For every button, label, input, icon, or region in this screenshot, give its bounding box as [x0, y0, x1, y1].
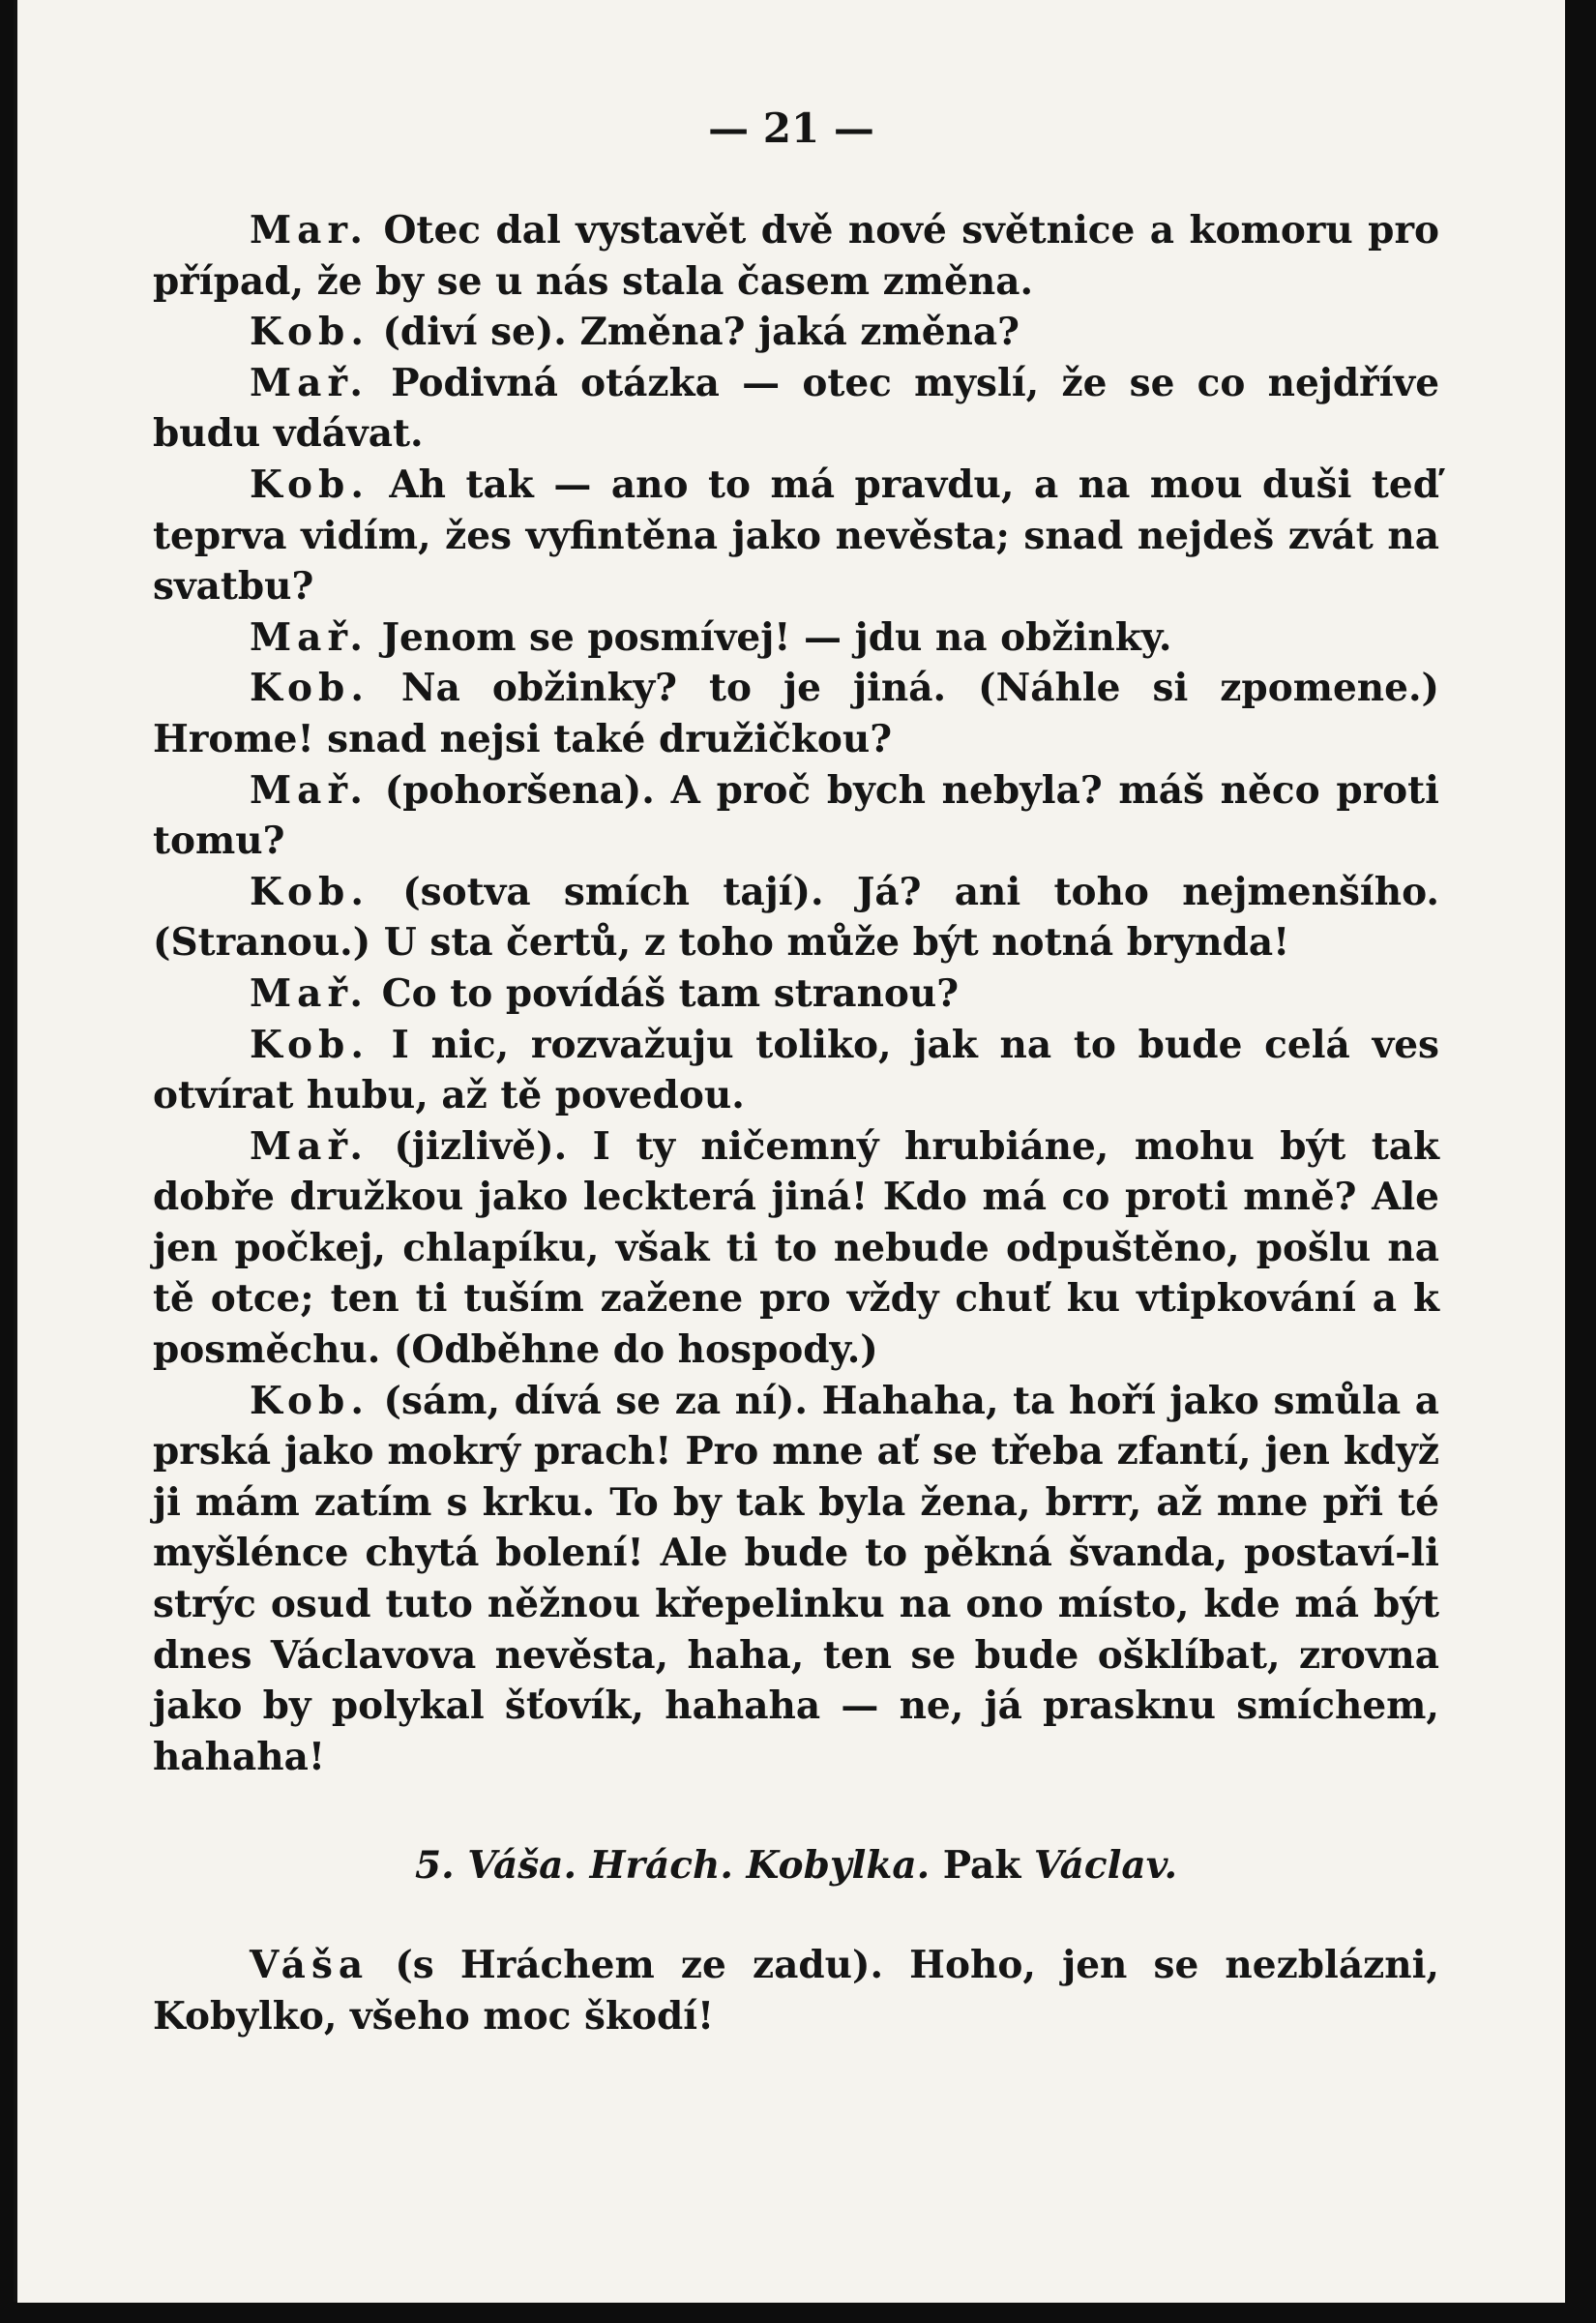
dialogue-line: [153, 205, 1439, 307]
dialogue-text: Na obžinky? to je jiná. (Náhle si zpomene.) Hrome! snad nejsi také družičkou?: [153, 666, 1439, 761]
dialogue-text: Ah tak — ano to má pravdu, a na mou duši teď teprva vidím, žes vyfintěna jako nevěsta; snad nejdeš zvát na svatbu?: [153, 462, 1439, 610]
dialogue-text: I nic, rozvažuju toliko, jak na to bude celá ves otvírat hubu, až tě povedou.: [153, 1022, 1439, 1118]
speaker-name: Kob.: [250, 462, 369, 507]
page-body: [153, 205, 1439, 2041]
left-scan-border: [0, 0, 14, 2323]
dialogue-text: (diví se). Změna? jaká změna?: [382, 310, 1020, 355]
speaker-name: Mar.: [250, 208, 369, 253]
dialogue-line: [153, 1376, 1439, 1783]
speaker-name: Kob.: [250, 310, 369, 355]
right-scan-border: [1565, 0, 1596, 2323]
scene-heading: [153, 1840, 1439, 1891]
dialogue-text: (jizlivě). I ty ničemný hrubiáne, mohu být tak dobře družkou jako leckterá jiná! Kdo má co proti mně? Ale jen počkej, chlapíku, však ti to nebude odpuštěno, pošlu na tě otce; ten ti tuším zažene pro vždy chuť ku vtipkování a k posměchu. (Odběhne do hospody.): [153, 1123, 1440, 1373]
dialogue-line: [153, 1020, 1439, 1121]
dialogue-text: (sám, dívá se za ní). Hahaha, ta hoří jako smůla a prská jako mokrý prach! Pro mne ať se třeba zfantí, jen když ji mám zatím s krku. To by tak byla žena, brrr, až mne při té myšlénce chytá bolení! Ale bude to pěkná švanda, postaví-li strýc osud tuto něžnou křepelinku na ono místo, kde má být dnes Václavova nevěsta, haha, ten se bude ošklíbat, zrovna jako by polykal šťovík, hahaha — ne, já prasknu smíchem, hahaha!: [153, 1378, 1439, 1779]
dialogue-text: Otec dal vystavět dvě nové světnice a komoru pro případ, že by se u nás stala časem změna.: [153, 208, 1440, 304]
speaker-name: Kob.: [250, 666, 369, 711]
scene-number: 5.: [414, 1843, 455, 1889]
book-page: [17, 0, 1565, 2303]
dialogue-text: Jenom se posmívej! — jdu na obžinky.: [381, 614, 1172, 660]
dialogue-line: [153, 867, 1439, 968]
dialogue-line: [153, 358, 1439, 460]
dialogue-line: [153, 307, 1439, 358]
page-number: — 21 —: [708, 104, 874, 152]
speaker-name: Mař.: [250, 360, 369, 405]
dialogue-line: [153, 765, 1439, 867]
dialogue-text: (sotva smích tají). Já? ani toho nejmenšího. (Stranou.) U sta čertů, z toho může být notná brynda!: [153, 869, 1439, 966]
bottom-scan-border: [0, 2302, 1596, 2323]
dialogue-text: Podivná otázka — otec myslí, že se co nejdříve budu vdávat.: [153, 360, 1440, 457]
dialogue-text: (s Hráchem ze zadu). Hoho, jen se nezblázni, Kobylko, všeho moc škodí!: [153, 1943, 1440, 2039]
dialogue-line: [153, 968, 1439, 1020]
dialogue-text: Co to povídáš tam stranou?: [381, 970, 960, 1016]
dialogue-line: [153, 612, 1439, 664]
dialogue-line: [153, 663, 1439, 764]
speaker-name: Mař.: [250, 614, 369, 660]
dialogue-text: (pohoršena). A proč bych nebyla? máš něco proti tomu?: [153, 767, 1439, 864]
dialogue-line: [153, 460, 1439, 612]
speaker-name: Kob.: [250, 1022, 369, 1067]
dialogue-line: [153, 1940, 1439, 2041]
scene-pak: Pak: [942, 1843, 1021, 1889]
speaker-name: Váša: [250, 1943, 369, 1987]
dialogue-line: [153, 1121, 1439, 1376]
speaker-name: Mař.: [250, 1123, 369, 1169]
speaker-name: Kob.: [250, 869, 369, 914]
speaker-name: Kob.: [250, 1378, 369, 1423]
speaker-name: Mař.: [250, 970, 369, 1016]
scene-persons: Váša. Hrách. Kobylka.: [467, 1843, 931, 1889]
speaker-name: Mař.: [250, 767, 369, 813]
scene-last-person: Václav.: [1033, 1843, 1178, 1889]
